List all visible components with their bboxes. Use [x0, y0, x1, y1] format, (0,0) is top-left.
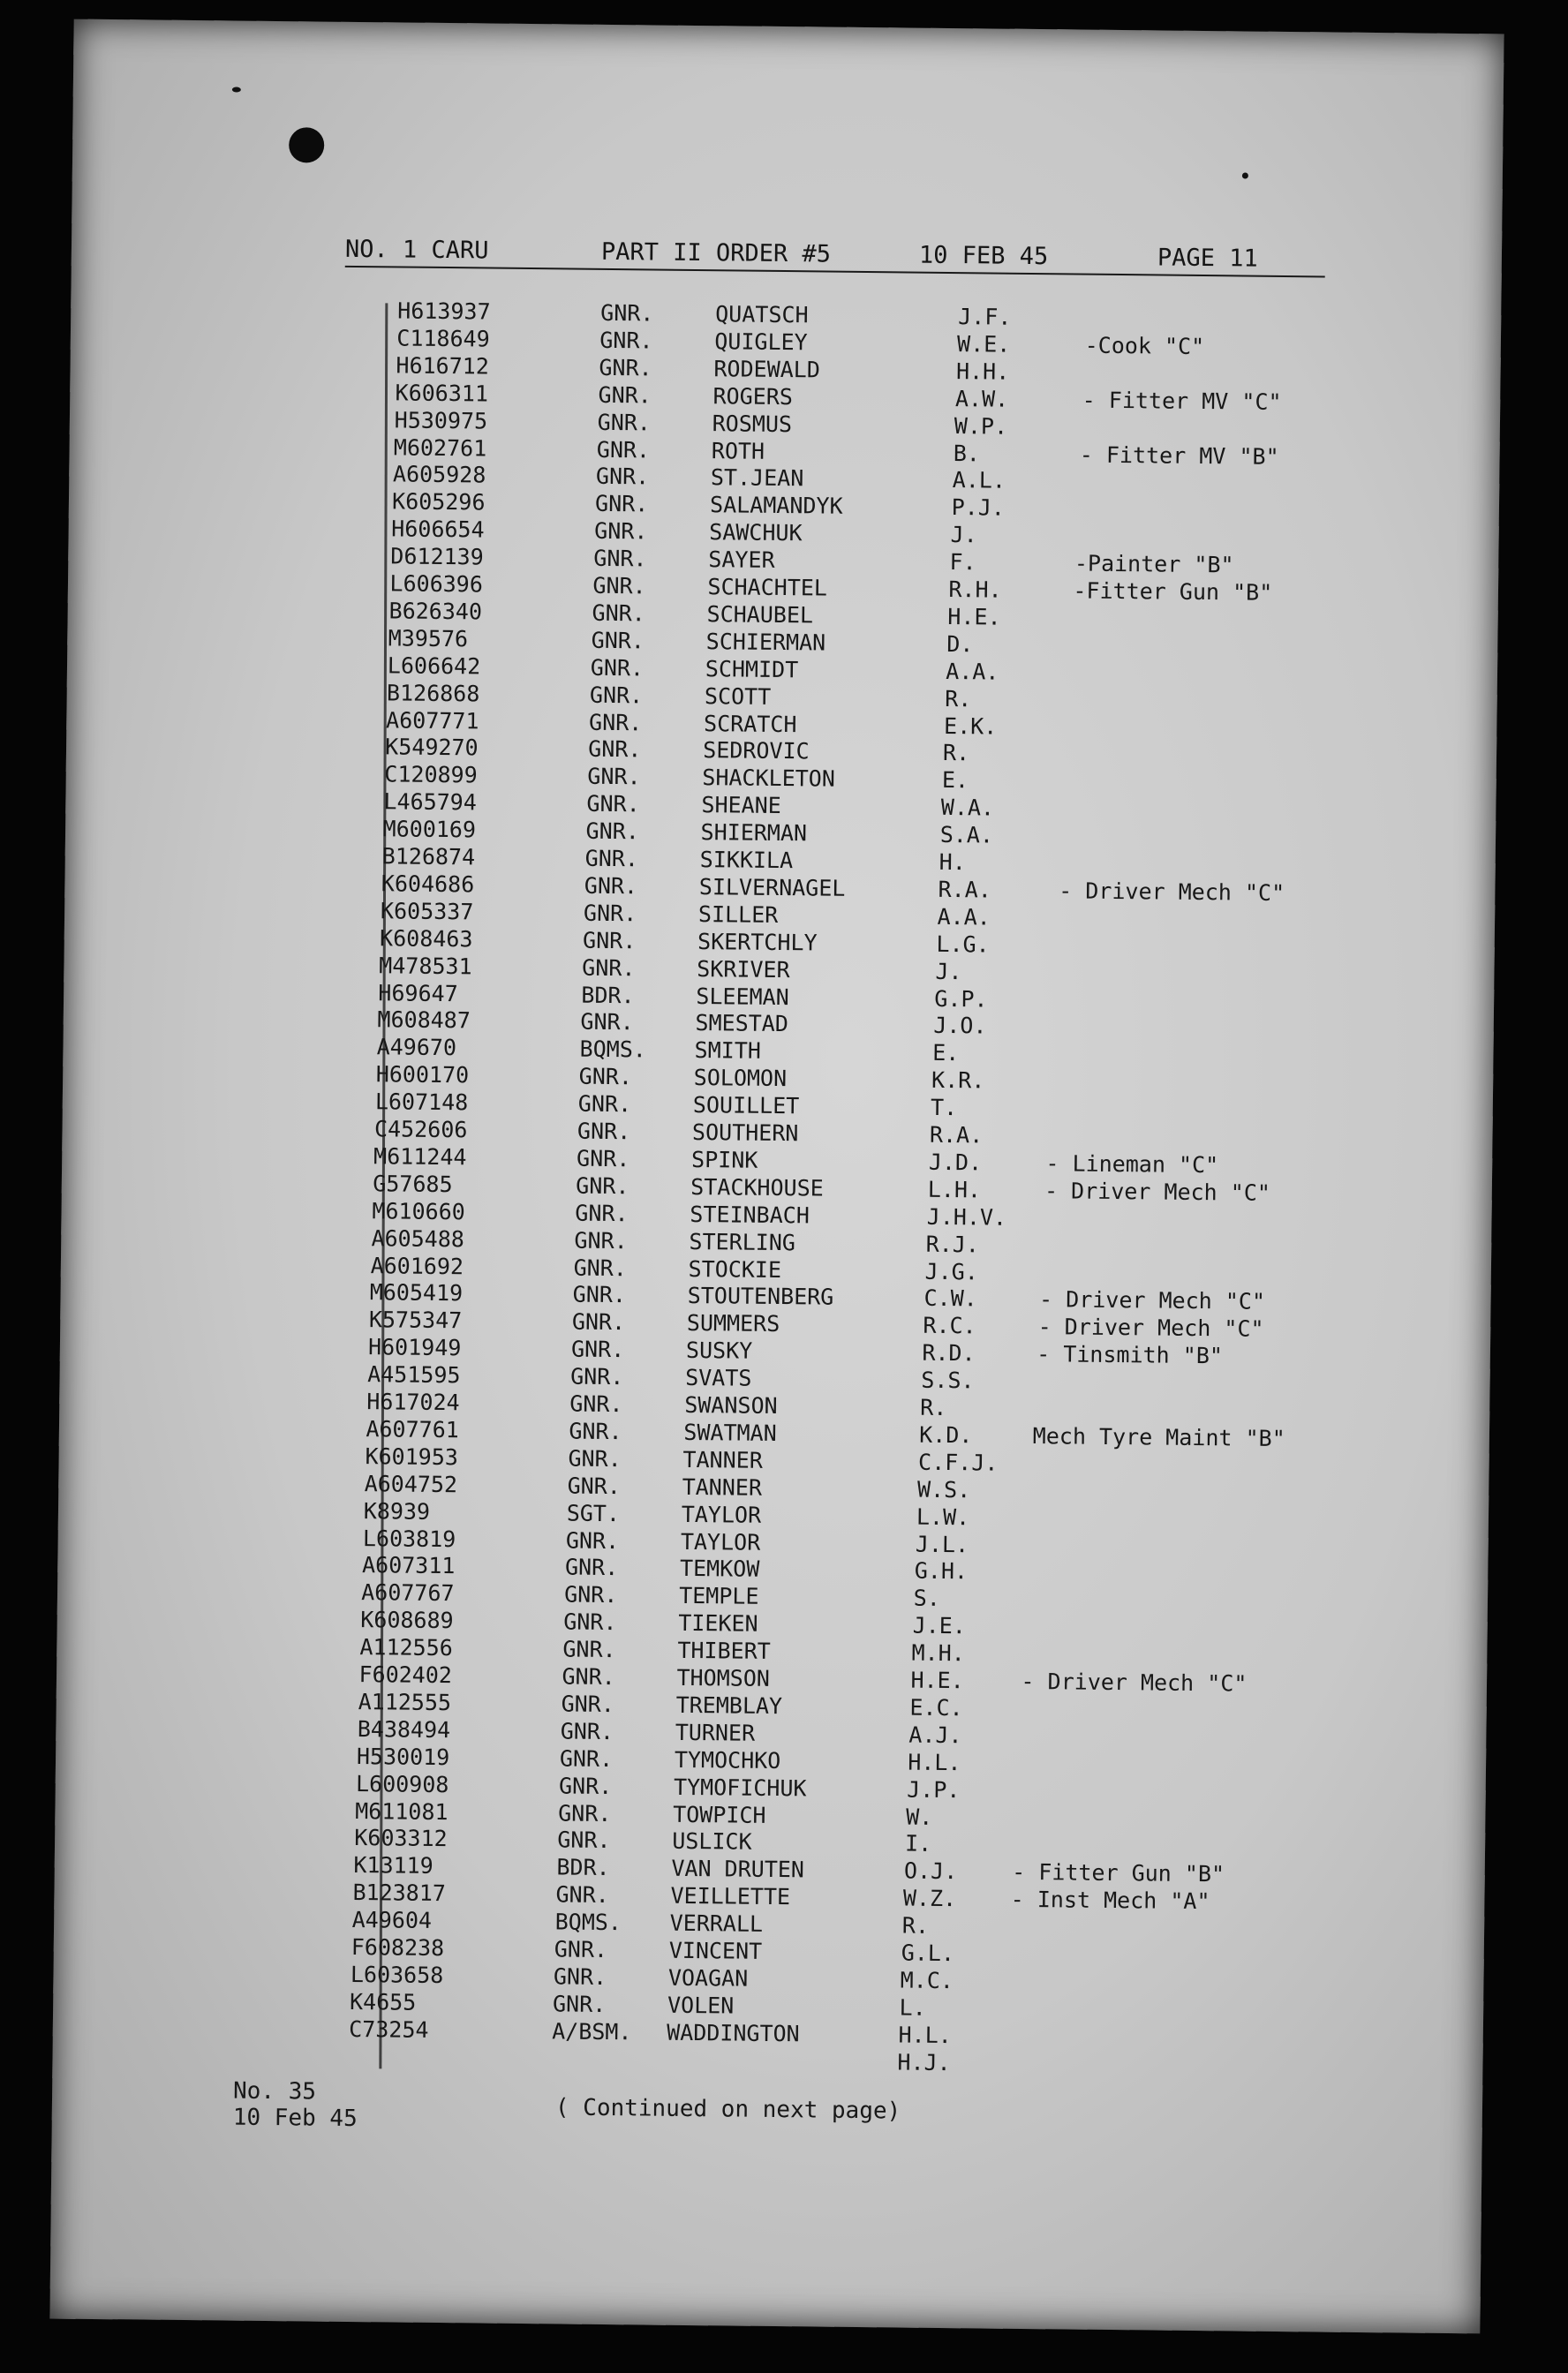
service-number: H69647 — [378, 979, 458, 1006]
service-number: A604752 — [364, 1470, 458, 1497]
initials: H.L. — [898, 2022, 952, 2048]
personnel-list — [49, 19, 1504, 2334]
surname: TEMPLE — [679, 1583, 759, 1610]
initials: R.D. — [922, 1339, 976, 1367]
rank: A/BSM. — [552, 2018, 632, 2045]
service-number: L606396 — [389, 570, 484, 598]
trade-note: - Driver Mech "C" — [1059, 878, 1285, 906]
initials: C.W. — [923, 1285, 977, 1312]
rank: GNR. — [571, 1308, 626, 1336]
surname: QUIGLEY — [714, 328, 808, 356]
service-number: H601949 — [367, 1334, 462, 1361]
rank: BQMS. — [579, 1036, 647, 1063]
service-number: K601953 — [365, 1443, 459, 1471]
trade-note: -Painter "B" — [1074, 550, 1234, 578]
initials: K.R. — [931, 1067, 985, 1094]
service-number: K13119 — [353, 1852, 433, 1880]
initials: R.J. — [925, 1231, 980, 1257]
surname: TYMOCHKO — [674, 1746, 781, 1774]
rank: GNR. — [599, 354, 652, 381]
initials: W. — [906, 1804, 933, 1830]
surname: VAN DRUTEN — [671, 1856, 805, 1883]
rank: GNR. — [570, 1363, 624, 1390]
initials: T. — [930, 1094, 958, 1121]
surname: VOLEN — [667, 1992, 735, 2019]
trade-note: -Cook "C" — [1084, 332, 1205, 359]
rank: GNR. — [589, 682, 644, 708]
initials: R. — [945, 685, 972, 712]
rank: GNR. — [568, 1445, 622, 1472]
initials: J.H.V. — [926, 1203, 1007, 1231]
service-number: A607771 — [385, 706, 479, 734]
rank: GNR. — [576, 1172, 629, 1200]
initials: A.A. — [937, 903, 991, 930]
rank: GNR. — [584, 845, 639, 872]
initials: A.A. — [946, 658, 999, 685]
trade-note: - Fitter MV "B" — [1079, 441, 1279, 470]
service-number: M39576 — [388, 625, 469, 652]
service-number: H616712 — [396, 352, 489, 380]
rank: GNR. — [569, 1418, 622, 1445]
rank: GNR. — [552, 1991, 607, 2017]
surname: STEINBACH — [690, 1201, 810, 1229]
trade-note: - Inst Mech "A" — [1010, 1887, 1210, 1915]
rank: GNR. — [574, 1227, 628, 1254]
rank: GNR. — [584, 872, 638, 900]
service-number: A607767 — [361, 1579, 455, 1607]
service-number: L606642 — [387, 652, 481, 680]
surname: SWANSON — [684, 1391, 778, 1420]
rank: GNR. — [575, 1200, 629, 1226]
rank: GNR. — [577, 1118, 631, 1145]
surname: SHIERMAN — [700, 819, 808, 847]
initials: R.A. — [938, 876, 992, 903]
initials: W.P. — [954, 412, 1008, 440]
service-number: L603658 — [350, 1961, 444, 1988]
header-order: PART II ORDER #5 — [600, 237, 832, 268]
surname: TREMBLAY — [675, 1691, 783, 1719]
rank: GNR. — [596, 436, 651, 463]
trade-note: - Driver Mech "C" — [1044, 1177, 1271, 1206]
surname: TANNER — [682, 1446, 763, 1473]
surname: SILLER — [697, 900, 779, 928]
initials: H.J. — [897, 2049, 951, 2075]
surname: SIKKILA — [699, 847, 794, 874]
rank: GNR. — [593, 545, 647, 572]
rank: GNR. — [590, 654, 645, 682]
rank: GNR. — [588, 709, 643, 735]
surname: SWATMAN — [683, 1419, 777, 1446]
surname: SCOTT — [704, 682, 772, 710]
document-page — [49, 19, 1504, 2334]
initials: M.C. — [900, 1967, 954, 1994]
surname: TYMOFICHUK — [673, 1774, 807, 1801]
surname: SKERTCHLY — [697, 928, 818, 956]
rank: GNR. — [561, 1691, 615, 1717]
rank: GNR. — [558, 1799, 612, 1827]
surname: ST.JEAN — [710, 464, 804, 492]
service-number: M478531 — [379, 952, 472, 979]
service-number: D612139 — [390, 543, 484, 570]
initials: A.L. — [952, 467, 1006, 494]
initials: E.K. — [943, 712, 998, 740]
initials: O.J. — [903, 1857, 958, 1885]
surname: SKRIVER — [697, 955, 790, 983]
rank: GNR. — [595, 463, 650, 490]
service-number: F602402 — [358, 1661, 453, 1689]
initials: H.E. — [910, 1667, 964, 1694]
surname: SILVERNAGEL — [698, 873, 846, 901]
service-number: K604686 — [381, 870, 475, 898]
initials: H.E. — [947, 603, 1001, 630]
surname: USLICK — [672, 1828, 752, 1856]
service-number: K8939 — [363, 1497, 431, 1525]
trade-note: - Lineman "C" — [1045, 1150, 1219, 1179]
trade-note: Mech Tyre Maint "B" — [1032, 1422, 1285, 1451]
service-number: B626340 — [388, 598, 483, 625]
rank: GNR. — [576, 1145, 630, 1172]
initials: W.A. — [940, 795, 995, 821]
service-number: H530975 — [394, 407, 488, 434]
footer-number: No. 35 — [232, 2077, 317, 2106]
initials: G.L. — [901, 1940, 955, 1967]
surname: STACKHOUSE — [690, 1173, 824, 1202]
initials: R. — [920, 1394, 947, 1421]
surname: SEDROVIC — [703, 737, 810, 765]
initials: K.D. — [919, 1421, 973, 1449]
surname: THIBERT — [677, 1637, 771, 1665]
initials: C.F.J. — [917, 1449, 999, 1476]
service-number: G57685 — [373, 1171, 453, 1197]
rank: GNR. — [580, 1009, 634, 1036]
surname: TAYLOR — [681, 1501, 762, 1528]
service-number: A451595 — [367, 1361, 461, 1389]
rank: GNR. — [562, 1663, 615, 1691]
surname: SHEANE — [701, 792, 781, 819]
service-number: M608487 — [377, 1006, 471, 1034]
rank: GNR. — [572, 1281, 627, 1308]
service-number: M605419 — [369, 1279, 464, 1307]
service-number: K605296 — [391, 488, 486, 516]
initials: H.L. — [908, 1749, 961, 1775]
service-number: H606654 — [391, 516, 485, 543]
rank: GNR. — [567, 1473, 622, 1499]
initials: S. — [913, 1585, 940, 1612]
surname: THOMSON — [676, 1664, 771, 1691]
rank: GNR. — [570, 1336, 625, 1363]
rank: GNR. — [559, 1745, 614, 1772]
service-number: K605337 — [380, 898, 474, 925]
initials: H.H. — [955, 358, 1010, 385]
surname: WADDINGTON — [667, 2019, 800, 2047]
initials: R. — [942, 740, 970, 766]
initials: G.H. — [914, 1558, 969, 1585]
service-number: H530019 — [356, 1743, 450, 1770]
service-number: L600908 — [355, 1770, 449, 1797]
footer-continued: ( Continued on next page) — [554, 2094, 901, 2125]
surname: SOUILLET — [692, 1092, 800, 1119]
rank: GNR. — [553, 1963, 607, 1990]
trade-note: - Fitter Gun "B" — [1012, 1859, 1225, 1887]
surname: SCHAUBEL — [706, 601, 814, 629]
initials: A.W. — [954, 385, 1009, 412]
rank: GNR. — [563, 1608, 617, 1636]
surname: SALAMANDYK — [709, 492, 843, 520]
rank: GNR. — [557, 1827, 611, 1854]
rank: GNR. — [578, 1063, 633, 1090]
service-number: C73254 — [349, 2015, 429, 2043]
initials: S.S. — [921, 1367, 975, 1394]
service-number: M611081 — [355, 1797, 449, 1825]
rank: BDR. — [581, 982, 635, 1008]
service-number: H617024 — [366, 1389, 460, 1416]
rank: GNR. — [558, 1773, 613, 1799]
initials: W.S. — [916, 1476, 971, 1503]
surname: ROTH — [711, 437, 765, 464]
initials: R.A. — [929, 1121, 984, 1149]
service-number: K608689 — [360, 1607, 454, 1634]
surname: SPINK — [690, 1146, 758, 1173]
surname: TANNER — [682, 1473, 763, 1501]
surname: SAWCHUK — [709, 519, 803, 546]
service-number: B438494 — [357, 1715, 451, 1743]
service-number: L465794 — [383, 788, 478, 816]
initials: J.E. — [912, 1612, 967, 1639]
service-number: C118649 — [396, 325, 490, 352]
surname: VOAGAN — [667, 1964, 749, 1992]
rank: GNR. — [565, 1527, 620, 1554]
rank: GNR. — [582, 954, 636, 981]
rank: GNR. — [586, 790, 640, 817]
service-number: M600169 — [382, 816, 477, 843]
initials: B. — [953, 440, 981, 466]
service-number: M610660 — [372, 1197, 465, 1224]
header-unit: NO. 1 CARU — [344, 235, 489, 265]
service-number: K606311 — [395, 380, 489, 407]
initials: S.A. — [939, 822, 994, 848]
surname: TOWPICH — [673, 1801, 766, 1828]
surname: TEMKOW — [679, 1556, 760, 1583]
rank: GNR. — [592, 572, 646, 599]
footer-date: 10 Feb 45 — [232, 2104, 358, 2133]
surname: STOCKIE — [688, 1255, 782, 1283]
service-number: L603819 — [362, 1525, 456, 1552]
surname: VERRALL — [669, 1910, 764, 1937]
surname: TURNER — [675, 1719, 756, 1746]
rank: GNR. — [577, 1090, 632, 1118]
initials: I. — [904, 1830, 932, 1857]
initials: L. — [899, 1994, 926, 2021]
rank: BDR. — [556, 1854, 610, 1881]
service-number: K608463 — [379, 924, 473, 953]
surname: SMITH — [694, 1037, 762, 1065]
surname: RODEWALD — [713, 355, 821, 383]
surname: TIEKEN — [678, 1610, 758, 1637]
surname: SHACKLETON — [702, 765, 836, 792]
rank: GNR. — [582, 927, 637, 954]
service-number: K549270 — [385, 734, 479, 761]
trade-note: - Driver Mech "C" — [1038, 1286, 1266, 1315]
initials: J.O. — [933, 1013, 987, 1039]
surname: ROSMUS — [712, 410, 793, 437]
header-date: 10 FEB 45 — [918, 241, 1049, 271]
initials: J.D. — [928, 1149, 983, 1176]
rank: GNR. — [588, 736, 642, 763]
header-page: PAGE 11 — [1157, 244, 1258, 273]
service-number: M602761 — [393, 433, 487, 462]
surname: SVATS — [685, 1365, 752, 1391]
surname: SCHACHTEL — [707, 574, 828, 601]
rank: GNR. — [569, 1390, 623, 1418]
initials: L.H. — [927, 1176, 982, 1203]
service-number: B126868 — [386, 679, 480, 707]
initials: D. — [946, 630, 974, 658]
rank: GNR. — [594, 491, 649, 517]
rank: GNR. — [591, 627, 645, 654]
surname: VEILLETTE — [670, 1882, 791, 1910]
initials: L.G. — [936, 930, 990, 958]
rank: GNR. — [600, 299, 654, 327]
trade-note: -Fitter Gun "B" — [1073, 577, 1273, 606]
service-number: K575347 — [368, 1307, 463, 1334]
service-number: B126874 — [381, 843, 476, 870]
rank: GNR. — [562, 1636, 616, 1663]
rank: GNR. — [594, 517, 648, 545]
surname: SUMMERS — [686, 1310, 780, 1337]
initials: E. — [941, 767, 969, 794]
initials: G.P. — [934, 985, 988, 1012]
initials: J.G. — [924, 1258, 979, 1284]
initials: J. — [950, 522, 977, 548]
rank: GNR. — [599, 327, 653, 354]
service-number: K603312 — [354, 1825, 448, 1852]
surname: STOUTENBERG — [687, 1283, 834, 1311]
initials: H. — [939, 848, 966, 876]
service-number: A605488 — [371, 1224, 465, 1252]
initials: W.E. — [956, 330, 1011, 358]
rank: BQMS. — [554, 1909, 622, 1936]
service-number: M611244 — [373, 1143, 467, 1171]
surname: SCHMIDT — [705, 655, 799, 682]
initials: R.C. — [923, 1313, 976, 1339]
rank: GNR. — [598, 381, 652, 409]
trade-note: - Tinsmith "B" — [1037, 1341, 1224, 1369]
initials: R.H. — [948, 576, 1002, 603]
rank: GNR. — [564, 1581, 618, 1608]
surname: TAYLOR — [680, 1528, 761, 1556]
initials: A.J. — [908, 1721, 962, 1749]
service-number: B123817 — [352, 1880, 447, 1907]
service-number: K4655 — [349, 1988, 417, 2015]
service-number: H600170 — [375, 1061, 470, 1089]
rank: GNR. — [597, 409, 652, 436]
initials: W.Z. — [902, 1885, 957, 1912]
trade-note: - Driver Mech "C" — [1037, 1314, 1264, 1343]
surname: SOLOMON — [693, 1065, 788, 1092]
surname: SCRATCH — [703, 710, 797, 737]
initials: E. — [932, 1040, 960, 1066]
service-number: C120899 — [384, 761, 478, 788]
initials: L.W. — [916, 1503, 970, 1530]
rank: GNR. — [560, 1718, 614, 1744]
service-number: L607148 — [374, 1089, 469, 1116]
initials: J.L. — [915, 1531, 969, 1557]
rank: GNR. — [592, 599, 645, 627]
service-number: A49604 — [351, 1907, 433, 1934]
service-number: F608238 — [351, 1933, 445, 1962]
service-number: A607761 — [366, 1416, 459, 1443]
surname: SUSKY — [685, 1337, 753, 1364]
initials: J.P. — [907, 1776, 961, 1803]
rank: GNR. — [564, 1554, 619, 1581]
service-number: A49670 — [376, 1034, 457, 1061]
initials: P.J. — [951, 494, 1006, 521]
trade-note: - Fitter MV "C" — [1082, 387, 1282, 415]
initials: J. — [935, 958, 962, 984]
rank: GNR. — [573, 1254, 628, 1281]
surname: SMESTAD — [695, 1010, 789, 1037]
surname: SOUTHERN — [691, 1119, 799, 1147]
initials: R. — [901, 1912, 930, 1939]
rank: GNR. — [555, 1881, 609, 1909]
service-number: C452606 — [373, 1116, 468, 1143]
rank: GNR. — [583, 900, 637, 927]
service-number: A607311 — [361, 1552, 456, 1579]
surname: STERLING — [689, 1228, 796, 1255]
surname: SAYER — [708, 546, 775, 574]
initials: J.F. — [958, 304, 1012, 330]
initials: M.H. — [911, 1639, 965, 1667]
service-number: A112555 — [358, 1688, 452, 1716]
rank: GNR. — [585, 817, 639, 845]
surname: SLEEMAN — [696, 983, 789, 1010]
surname: ROGERS — [712, 382, 794, 410]
rank: GNR. — [554, 1936, 608, 1963]
service-number: H613937 — [397, 298, 491, 325]
initials: E.C. — [909, 1694, 963, 1721]
surname: SCHIERMAN — [705, 628, 826, 656]
surname: VINCENT — [668, 1937, 763, 1964]
trade-note: - Driver Mech "C" — [1021, 1668, 1248, 1697]
service-number: A601692 — [370, 1252, 464, 1279]
initials: F. — [949, 549, 976, 576]
service-number: A112556 — [359, 1634, 453, 1661]
rank: GNR. — [587, 764, 641, 790]
service-number: A605928 — [392, 461, 486, 488]
surname: QUATSCH — [715, 301, 809, 328]
rank: SGT. — [566, 1500, 621, 1526]
